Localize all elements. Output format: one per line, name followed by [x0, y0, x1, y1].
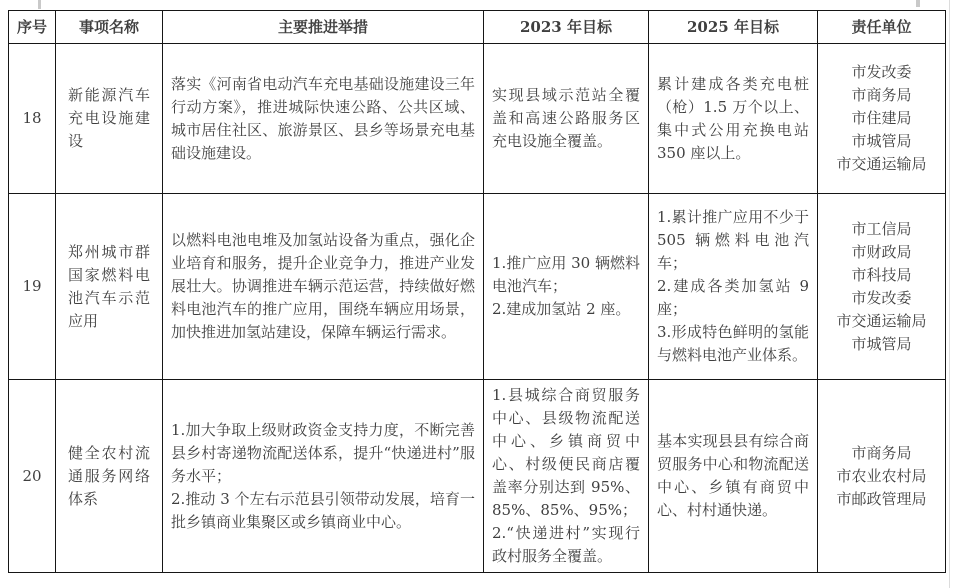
unit-line: 市住建局 [851, 109, 912, 127]
goal-2023-cell [484, 44, 649, 194]
goal-paragraph: 2.建成加氢站 2 座。 [492, 300, 631, 318]
item-name: 新能源汽车充电设施建设 [56, 44, 163, 194]
scan-artifact [916, 0, 920, 7]
measures-cell [163, 380, 484, 573]
column-header-2025-goal: 2025 年目标 [649, 11, 818, 44]
column-header-measures: 主要推进举措 [163, 11, 484, 44]
measure-paragraph: 2.推动 3 个左右示范县引领带动发展，培育一批乡镇商业集聚区或乡镇商业中心。 [171, 489, 475, 531]
row-number: 18 [9, 44, 56, 194]
unit-line: 市交通运输局 [836, 155, 927, 173]
responsible-units-cell [818, 44, 946, 194]
goal-paragraph: 1.推广应用 30 辆燃料电池汽车； [492, 254, 640, 295]
item-name: 健全农村流通服务网络体系 [56, 380, 163, 573]
unit-line: 市邮政管理局 [836, 489, 927, 508]
goal-2025-cell [649, 380, 818, 573]
measures-cell [163, 194, 484, 380]
responsible-units-cell [818, 194, 946, 380]
column-header-2023-goal: 2023 年目标 [484, 11, 649, 44]
unit-line: 市农业农村局 [836, 466, 927, 485]
row-number: 20 [9, 380, 56, 573]
header-row [9, 11, 946, 44]
unit-line: 市城管局 [851, 132, 912, 150]
column-header-item-name: 事项名称 [56, 11, 163, 44]
unit-line: 市商务局 [851, 443, 912, 462]
goal-paragraph: 1.县城综合商贸服务中心、县级物流配送中心、乡镇商贸中心、村级便民商店覆盖率分别达到 95%、85%、85%、95%； [492, 386, 640, 519]
table-row [9, 44, 946, 194]
table-row [9, 380, 946, 573]
measure-paragraph: 1.加大争取上级财政资金支持力度，不断完善县乡村寄递物流配送体系，提升“快递进村”服务水平； [171, 420, 475, 485]
unit-line: 市发改委 [851, 63, 912, 81]
goal-paragraph: 3.形成特色鲜明的氢能与燃料电池产业体系。 [657, 323, 809, 364]
column-header-number: 序号 [9, 11, 56, 44]
work-plan-table [8, 10, 946, 573]
measure-paragraph: 以燃料电池电堆及加氢站设备为重点，强化企业培育和服务，提升企业竞争力，推进产业发展壮大。协调推进车辆示范运营，持续做好燃料电池汽车的推广应用，围绕车辆应用场景，加快推进加氢站建设，保障车辆运行需求。 [171, 231, 475, 341]
unit-line: 市商务局 [851, 86, 912, 104]
measure-paragraph: 落实《河南省电动汽车充电基础设施建设三年行动方案》，推进城际快速公路、公共区域、城市居住社区、旅游景区、县乡等场景充电基础设施建设。 [171, 74, 475, 162]
item-name: 郑州城市群国家燃料电池汽车示范应用 [56, 194, 163, 380]
unit-line: 市发改委 [851, 288, 912, 307]
goal-2023-cell [484, 380, 649, 573]
unit-line: 市交通运输局 [836, 311, 927, 330]
unit-line: 市工信局 [851, 219, 912, 238]
goal-2025-cell [649, 194, 818, 380]
measures-cell [163, 44, 484, 194]
unit-line: 市城管局 [851, 334, 912, 353]
unit-line: 市财政局 [851, 242, 912, 261]
column-header-responsible-unit: 责任单位 [818, 11, 946, 44]
goal-paragraph: 1.累计推广应用不少于 505 辆燃料电池汽车； [657, 208, 809, 272]
goal-paragraph: 2.建成各类加氢站 9 座； [657, 277, 809, 318]
scan-artifact [38, 0, 41, 9]
goal-paragraph: 2.“快递进村”实现行政村服务全覆盖。 [492, 524, 640, 565]
goal-paragraph: 实现县域示范站全覆盖和高速公路服务区充电设施全覆盖。 [492, 86, 640, 150]
goal-paragraph: 累计建成各类充电桩（枪）1.5 万个以上、集中式公用充换电站 350 座以上。 [657, 74, 809, 162]
row-number: 19 [9, 194, 56, 380]
page-edge-artifact [949, 0, 950, 588]
goal-2023-cell [484, 194, 649, 380]
unit-line: 市科技局 [851, 265, 912, 284]
goal-paragraph: 基本实现县县有综合商贸服务中心和物流配送中心、乡镇有商贸中心、村村通快递。 [657, 432, 809, 519]
table-row [9, 194, 946, 380]
responsible-units-cell [818, 380, 946, 573]
goal-2025-cell [649, 44, 818, 194]
